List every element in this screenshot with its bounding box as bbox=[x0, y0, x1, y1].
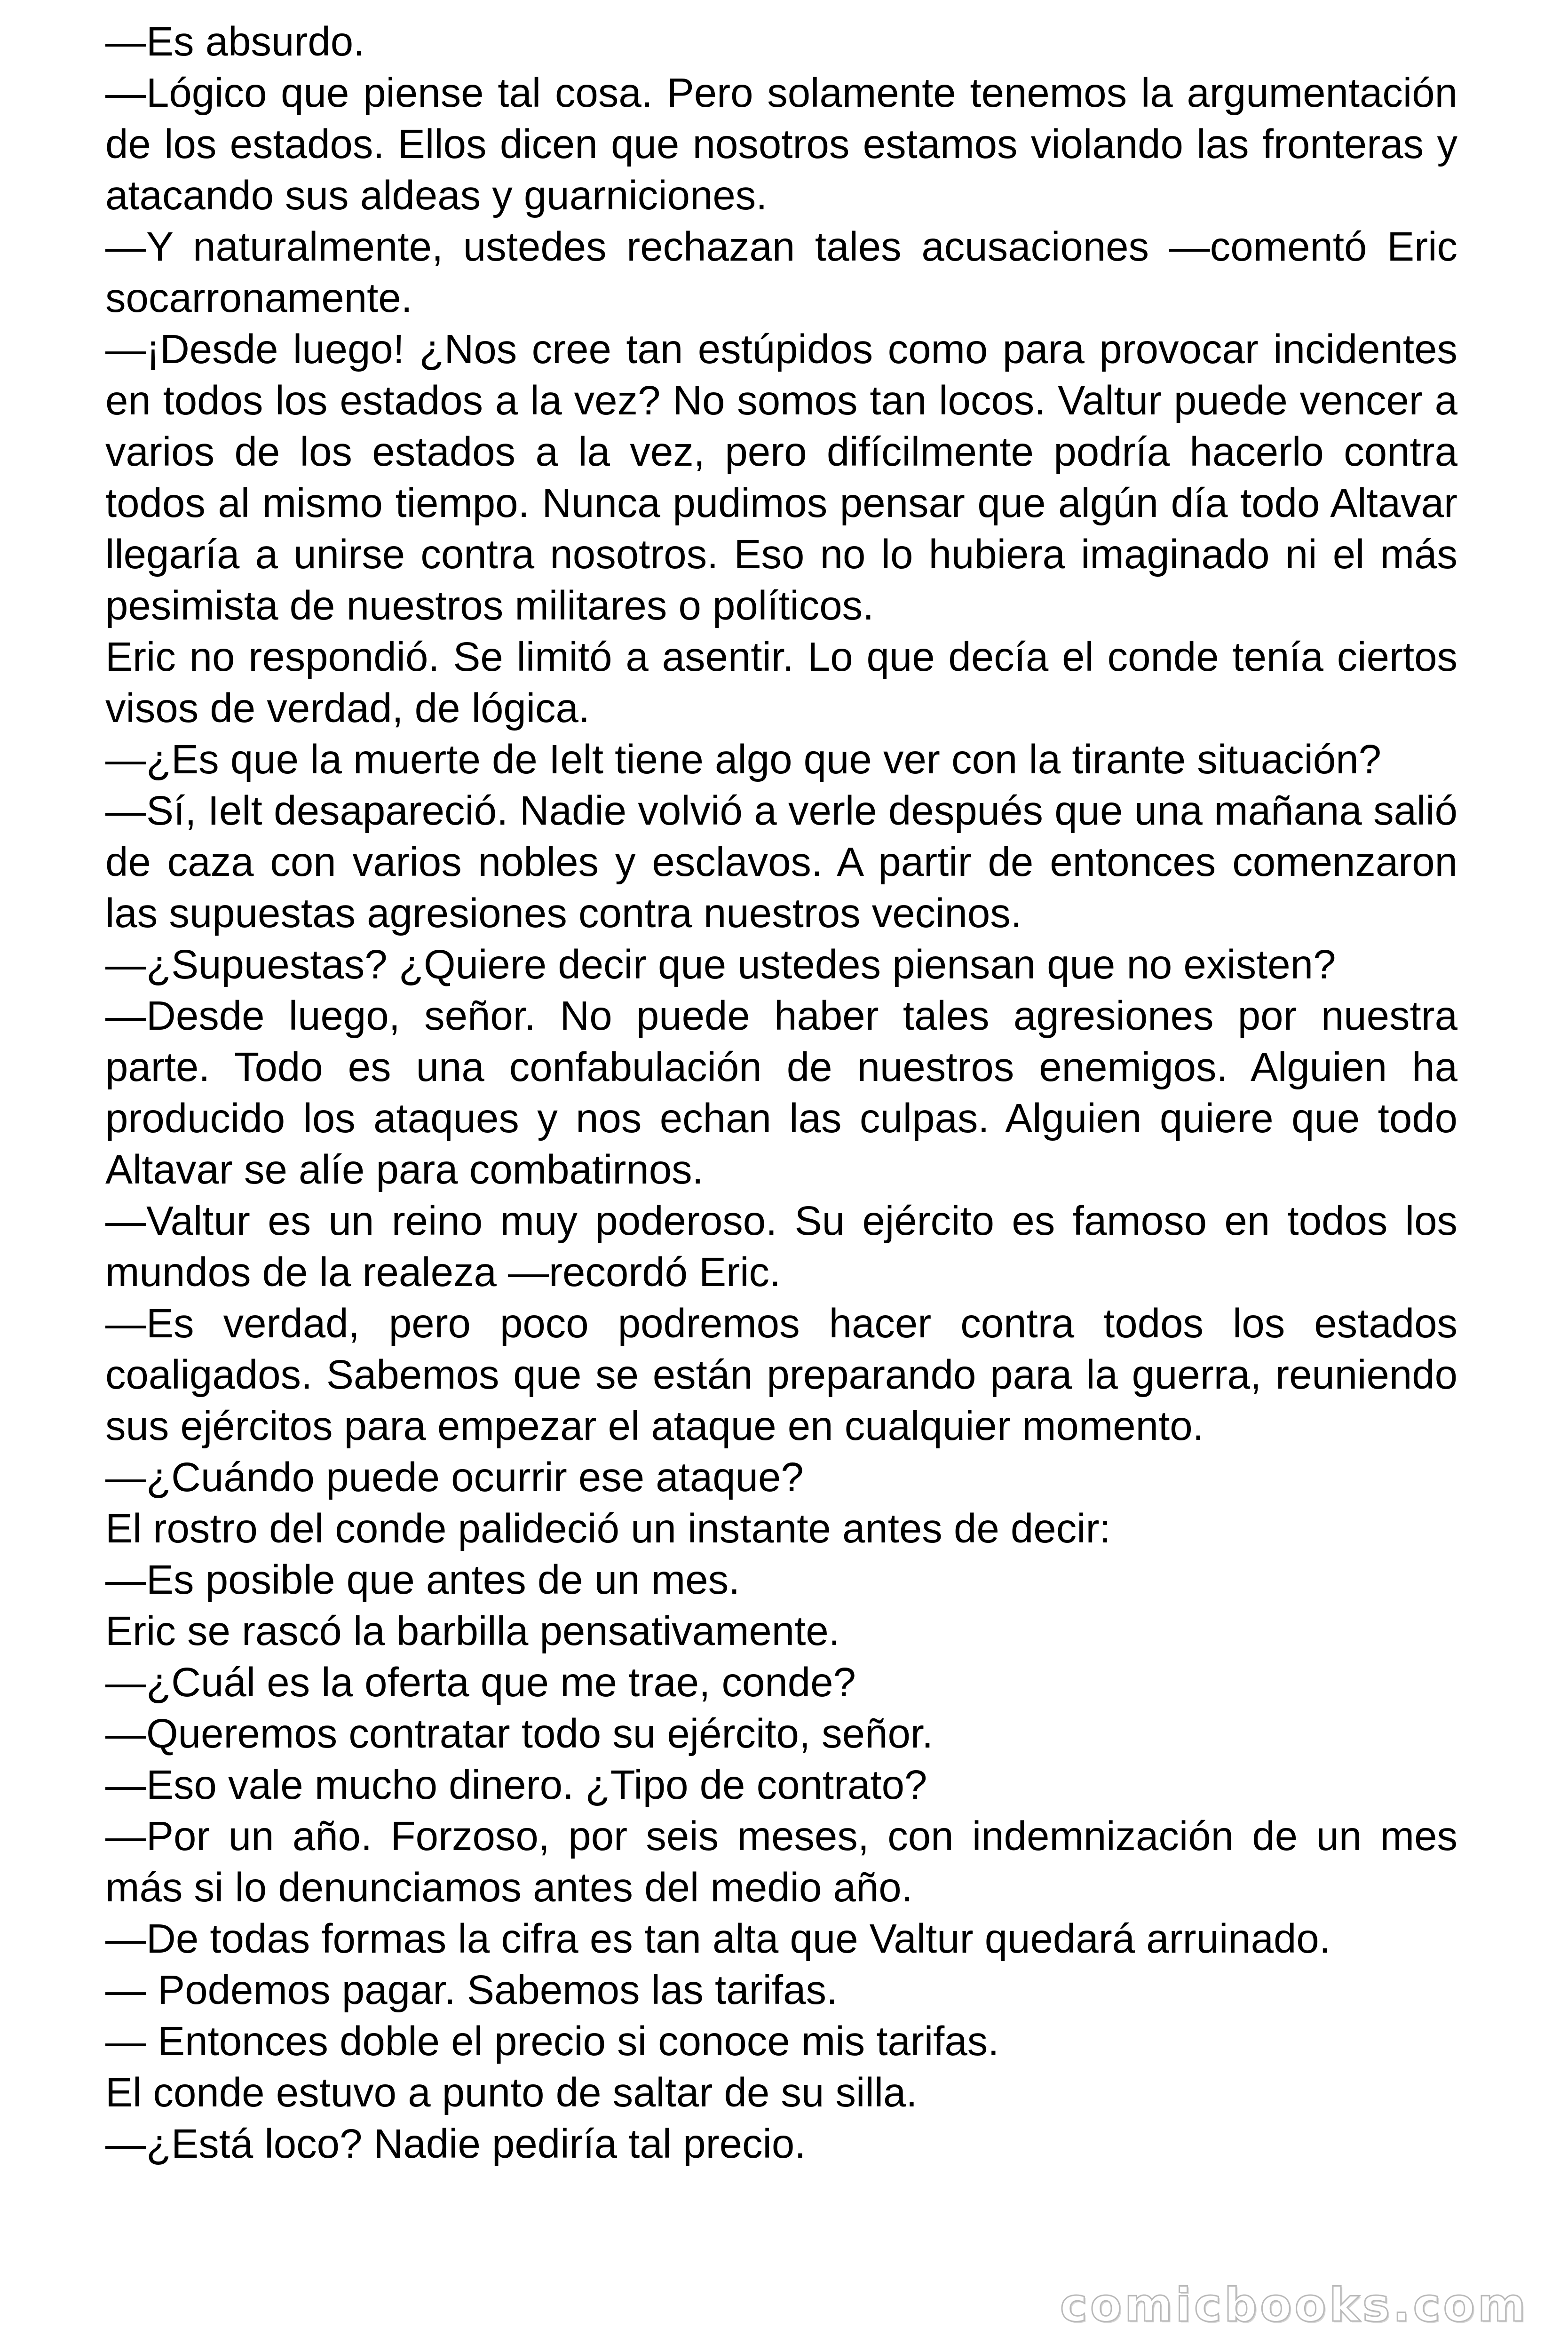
paragraph-8: —¿Supuestas? ¿Quiere decir que ustedes piensan que no existen? bbox=[105, 942, 1336, 987]
paragraph-3: —Y naturalmente, ustedes rechazan tales acusaciones —comentó Eric socarronamente. bbox=[105, 224, 1457, 321]
paragraph-23: El conde estuvo a punto de saltar de su silla. bbox=[105, 2070, 918, 2115]
paragraph-21: — Podemos pagar. Sabemos las tarifas. bbox=[105, 1967, 838, 2013]
page-text-column bbox=[105, 16, 1457, 2169]
paragraph-24: —¿Está loco? Nadie pediría tal precio. bbox=[105, 2121, 806, 2167]
paragraph-12: —¿Cuándo puede ocurrir ese ataque? bbox=[105, 1454, 804, 1500]
paragraph-16: —¿Cuál es la oferta que me trae, conde? bbox=[105, 1660, 856, 1705]
paragraph-5: Eric no respondió. Se limitó a asentir. Lo que decía el conde tenía ciertos visos de verdad, de lógica. bbox=[105, 634, 1457, 731]
paragraph-11: —Es verdad, pero poco podremos hacer contra todos los estados coaligados. Sabemos que se están preparando para la guerra, reuniendo sus ejércitos para empezar el ataque en cualquier momento. bbox=[105, 1301, 1457, 1449]
paragraph-13: El rostro del conde palideció un instante antes de decir: bbox=[105, 1506, 1111, 1551]
paragraph-18: —Eso vale mucho dinero. ¿Tipo de contrato? bbox=[105, 1762, 927, 1808]
paragraph-15: Eric se rascó la barbilla pensativamente. bbox=[105, 1608, 840, 1654]
paragraph-4: —¡Desde luego! ¿Nos cree tan estúpidos como para provocar incidentes en todos los estados a la vez? No somos tan locos. Valtur puede vencer a varios de los estados a la vez, pero difícilmente podría hacerlo contra todos al mismo tiempo. Nunca pudimos pensar que algún día todo Altavar llegaría a unirse contra nosotros. Eso no lo hubiera imaginado ni el más pesimista de nuestros militares o políticos. bbox=[105, 326, 1457, 628]
paragraph-10: —Valtur es un reino muy poderoso. Su ejército es famoso en todos los mundos de la realeza —recordó Eric. bbox=[105, 1198, 1457, 1295]
paragraph-22: — Entonces doble el precio si conoce mis tarifas. bbox=[105, 2018, 999, 2064]
paragraph-2: —Lógico que piense tal cosa. Pero solamente tenemos la argumentación de los estados. Ellos dicen que nosotros estamos violando las fronteras y atacando sus aldeas y guarniciones. bbox=[105, 70, 1457, 218]
paragraph-6: —¿Es que la muerte de Ielt tiene algo que ver con la tirante situación? bbox=[105, 737, 1382, 782]
paragraph-17: —Queremos contratar todo su ejército, señor. bbox=[105, 1711, 934, 1756]
watermark: comicbooks.com bbox=[1060, 2279, 1528, 2332]
paragraph-19: —Por un año. Forzoso, por seis meses, con indemnización de un mes más si lo denunciamos antes del medio año. bbox=[105, 1813, 1457, 1910]
paragraph-7: —Sí, Ielt desapareció. Nadie volvió a verle después que una mañana salió de caza con varios nobles y esclavos. A partir de entonces comenzaron las supuestas agresiones contra nuestros vecinos. bbox=[105, 788, 1457, 936]
paragraph-1: —Es absurdo. bbox=[105, 19, 365, 64]
paragraph-14: —Es posible que antes de un mes. bbox=[105, 1557, 740, 1603]
paragraph-9: —Desde luego, señor. No puede haber tales agresiones por nuestra parte. Todo es una confabulación de nuestros enemigos. Alguien ha producido los ataques y nos echan las culpas. Alguien quiere que todo Altavar se alíe para combatirnos. bbox=[105, 993, 1457, 1192]
paragraph-20: —De todas formas la cifra es tan alta que Valtur quedará arruinado. bbox=[105, 1916, 1330, 1962]
